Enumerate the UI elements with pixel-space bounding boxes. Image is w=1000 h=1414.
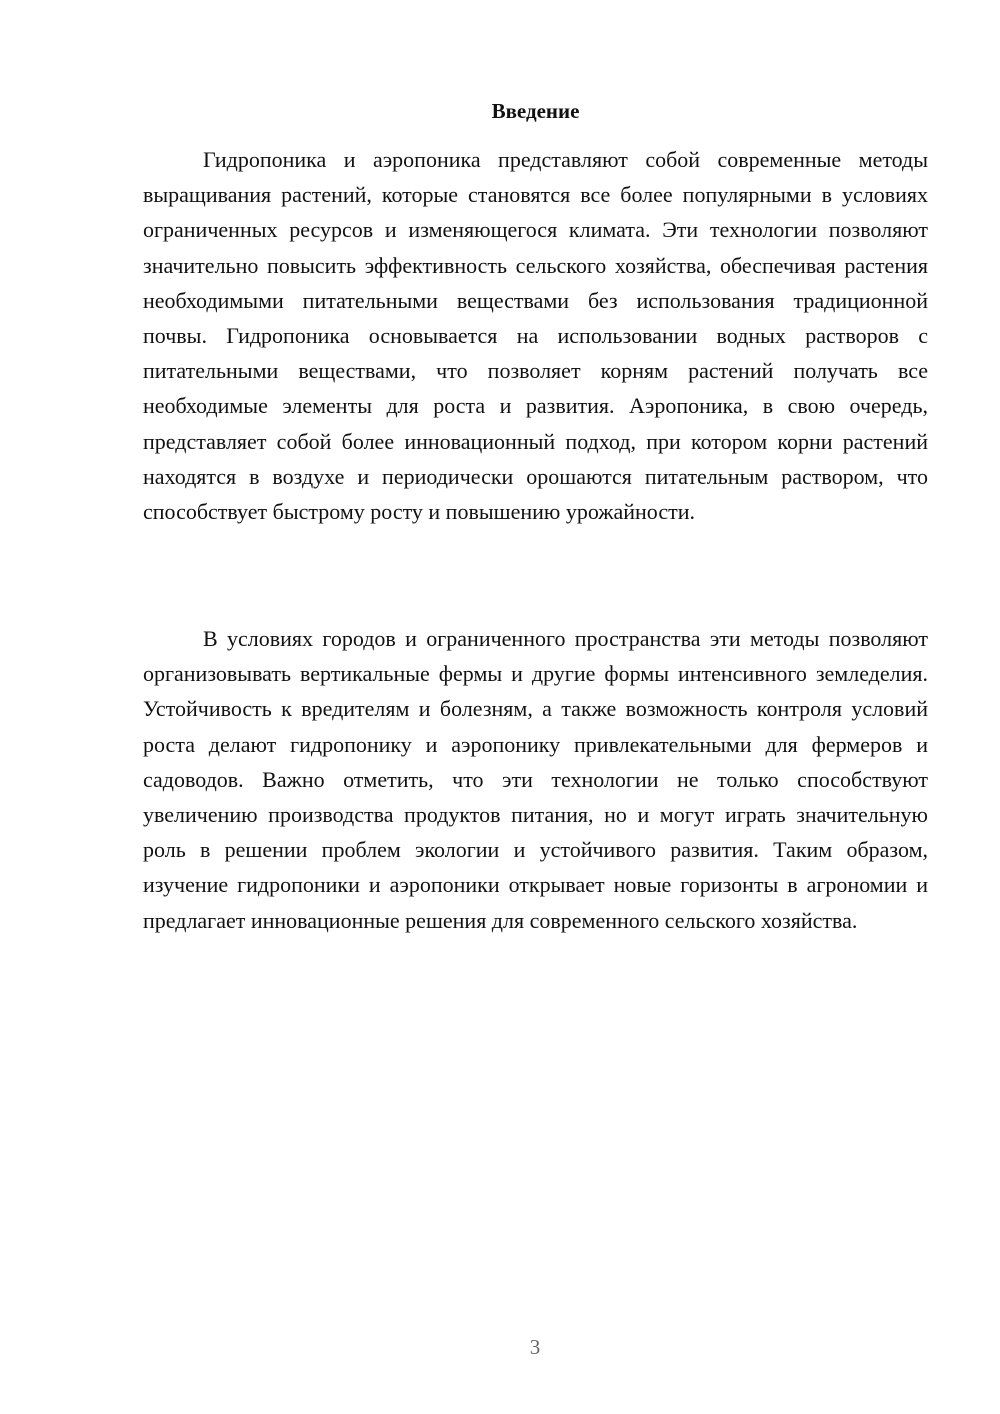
page-number: 3 <box>529 1335 541 1359</box>
body-paragraph-2: В условиях городов и ограниченного пространства эти методы позволяют организовывать вертикальные фермы и другие формы интенсивного земледелия. Устойчивость к вредителям и болезням, а также возможность контроля условий роста делают гидропонику и аэропонику привлекательными для фермеров и садоводов. Важно отметить, что эти технологии не только способствуют увеличению производства продуктов питания, но и могут играть значительную роль в решении проблем экологии и устойчивого развития. Таким образом, изучение гидропоники и аэропоники открывает новые горизонты в агрономии и предлагает инновационные решения для современного сельского хозяйства. <box>143 626 928 933</box>
body-paragraph-1: Гидропоника и аэропоника представляют собой современные методы выращивания растений, которые становятся все более популярными в условиях ограниченных ресурсов и изменяющегося климата. Эти технологии позволяют значительно повысить эффективность сельского хозяйства, обеспечивая растения необходимыми питательными веществами без использования традиционной почвы. Гидропоника основывается на использовании водных растворов с питательными веществами, что позволяет корням растений получать все необходимые элементы для роста и развития. Аэропоника, в свою очередь, представляет собой более инновационный подход, при котором корни растений находятся в воздухе и периодически орошаются питательным раствором, что способствует быстрому росту и повышению урожайности. <box>143 147 928 525</box>
section-heading: Введение <box>491 99 580 123</box>
